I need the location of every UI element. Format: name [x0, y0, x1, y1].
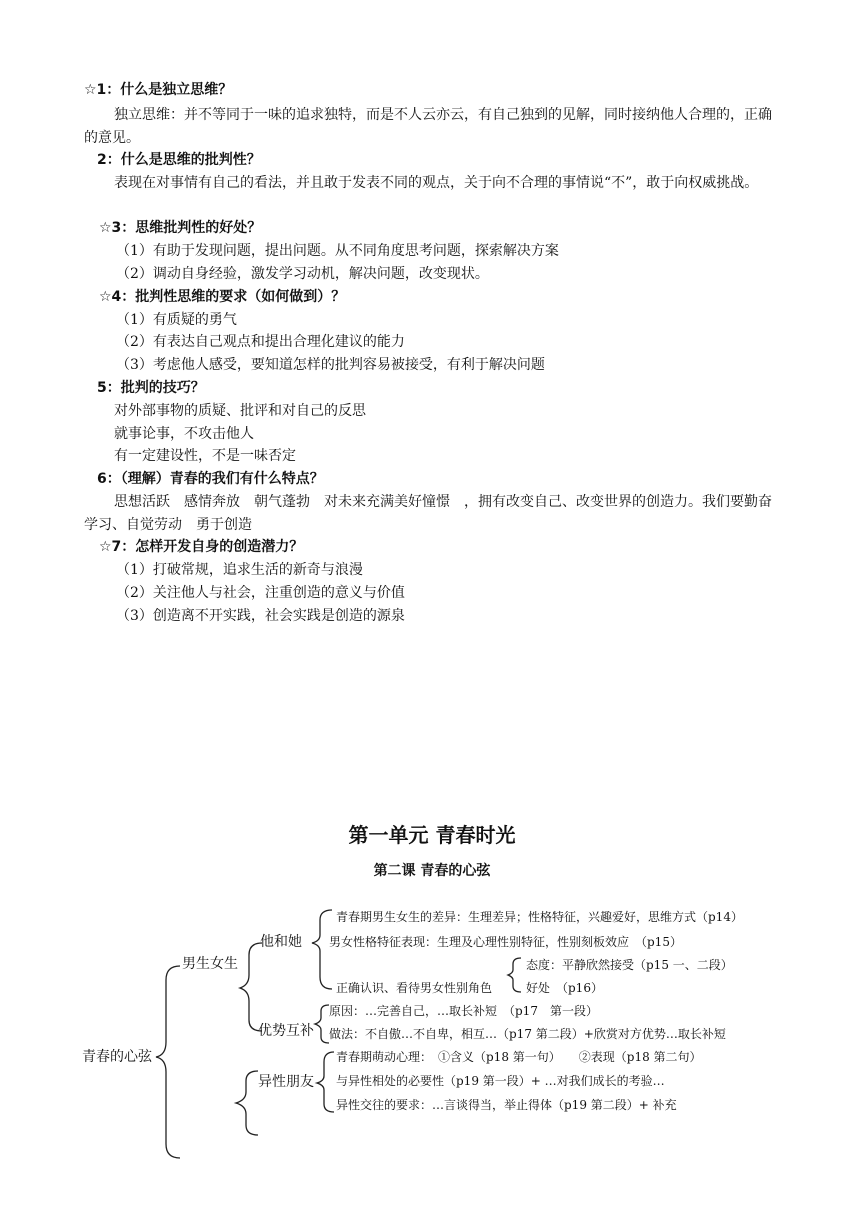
boys-girls-brace — [240, 943, 262, 1031]
node-complement: 优势互补 — [258, 1023, 314, 1039]
question-6: 6：（理解）青春的我们有什么特点？ — [97, 471, 324, 487]
friends-left-brace — [236, 1071, 258, 1135]
answer-3-item: （2）调动自身经验，激发学习动机，解决问题，改变现状。 — [116, 266, 489, 282]
answer-7-item: （3）创造离不开实践，社会实践是创造的源泉 — [116, 608, 405, 624]
question-4: ☆4：批判性思维的要求（如何做到）？ — [99, 289, 346, 305]
role-item: 好处 （p16） — [526, 981, 603, 995]
answer-3-item: （1）有助于发现问题，提出问题。从不同角度思考问题，探索解决方案 — [116, 243, 559, 259]
question-1: ☆1：什么是独立思维？ — [84, 82, 233, 98]
answer-5-item: 有一定建设性，不是一味否定 — [114, 448, 296, 464]
role-brace — [508, 958, 521, 992]
friends-item: 异性交往的要求：…言谈得当，举止得体（p19 第二段）+ 补充 — [336, 1098, 677, 1112]
question-7: ☆7：怎样开发自身的创造潜力？ — [99, 539, 304, 555]
friends-item: 与异性相处的必要性（p19 第一段）+ …对我们成长的考验… — [336, 1074, 665, 1088]
answer-5-item: 就事论事，不攻击他人 — [114, 426, 254, 442]
answer-1: 独立思维：并不等同于一味的追求独特，而是不人云亦云，有自己独到的见解，同时接纳他人合理的，正确的意见。 — [84, 107, 772, 146]
friends-brace — [317, 1052, 334, 1112]
question-5: 5：批判的技巧？ — [97, 380, 205, 396]
question-2: 2：什么是思维的批判性？ — [97, 152, 261, 168]
answer-2: 表现在对事情有自己的看法，并且敢于发表不同的观点，关于向不合理的事情说“不”，敢于向权威挑战。 — [114, 175, 759, 191]
lesson-title: 第二课 青春的心弦 — [373, 863, 491, 879]
unit-title: 第一单元 青春时光 — [348, 823, 516, 847]
node-friends: 异性朋友 — [258, 1074, 314, 1090]
friends-item: 青春期萌动心理： ①含义（p18 第一句） ②表现（p18 第二句） — [336, 1050, 702, 1064]
question-3: ☆3：思维批判性的好处？ — [99, 220, 262, 236]
root-brace — [156, 966, 180, 1158]
answer-4-item: （1）有质疑的勇气 — [116, 312, 237, 328]
complement-item: 做法：不自傲…不自卑，相互…（p17 第二段）+欣赏对方优势…取长补短 — [329, 1027, 726, 1041]
node-he-she: 他和她 — [260, 934, 302, 950]
answer-5-item: 对外部事物的质疑、批评和对自己的反思 — [114, 403, 366, 419]
complement-item: 原因：…完善自己，…取长补短 （p17 第一段） — [329, 1004, 598, 1018]
root-node: 青春的心弦 — [82, 1049, 152, 1065]
he-she-item: 正确认识、看待男女性别角色 — [336, 981, 493, 995]
he-she-item: 男女性格特征表现：生理及心理性别特征，性别刻板效应 （p15） — [329, 935, 682, 949]
complement-brace — [315, 1005, 329, 1043]
answer-4-item: （2）有表达自己观点和提出合理化建议的能力 — [116, 334, 405, 350]
answer-7-item: （1）打破常规，追求生活的新奇与浪漫 — [116, 562, 363, 578]
answer-6: 思想活跃 感情奔放 朝气蓬勃 对未来充满美好憧憬 ，拥有改变自己、改变世界的创造力。我们要勤奋学习、自觉劳动 勇于创造 — [84, 494, 772, 533]
he-she-item: 青春期男生女生的差异：生理差异；性格特征，兴趣爱好，思维方式（p14） — [336, 910, 743, 924]
answer-7-item: （2）关注他人与社会，注重创造的意义与价值 — [116, 585, 405, 601]
answer-4-item: （3）考虑他人感受，要知道怎样的批判容易被接受，有利于解决问题 — [116, 357, 545, 373]
node-boys-girls: 男生女生 — [182, 956, 238, 972]
role-item: 态度：平静欣然接受（p15 一、二段） — [526, 958, 733, 972]
